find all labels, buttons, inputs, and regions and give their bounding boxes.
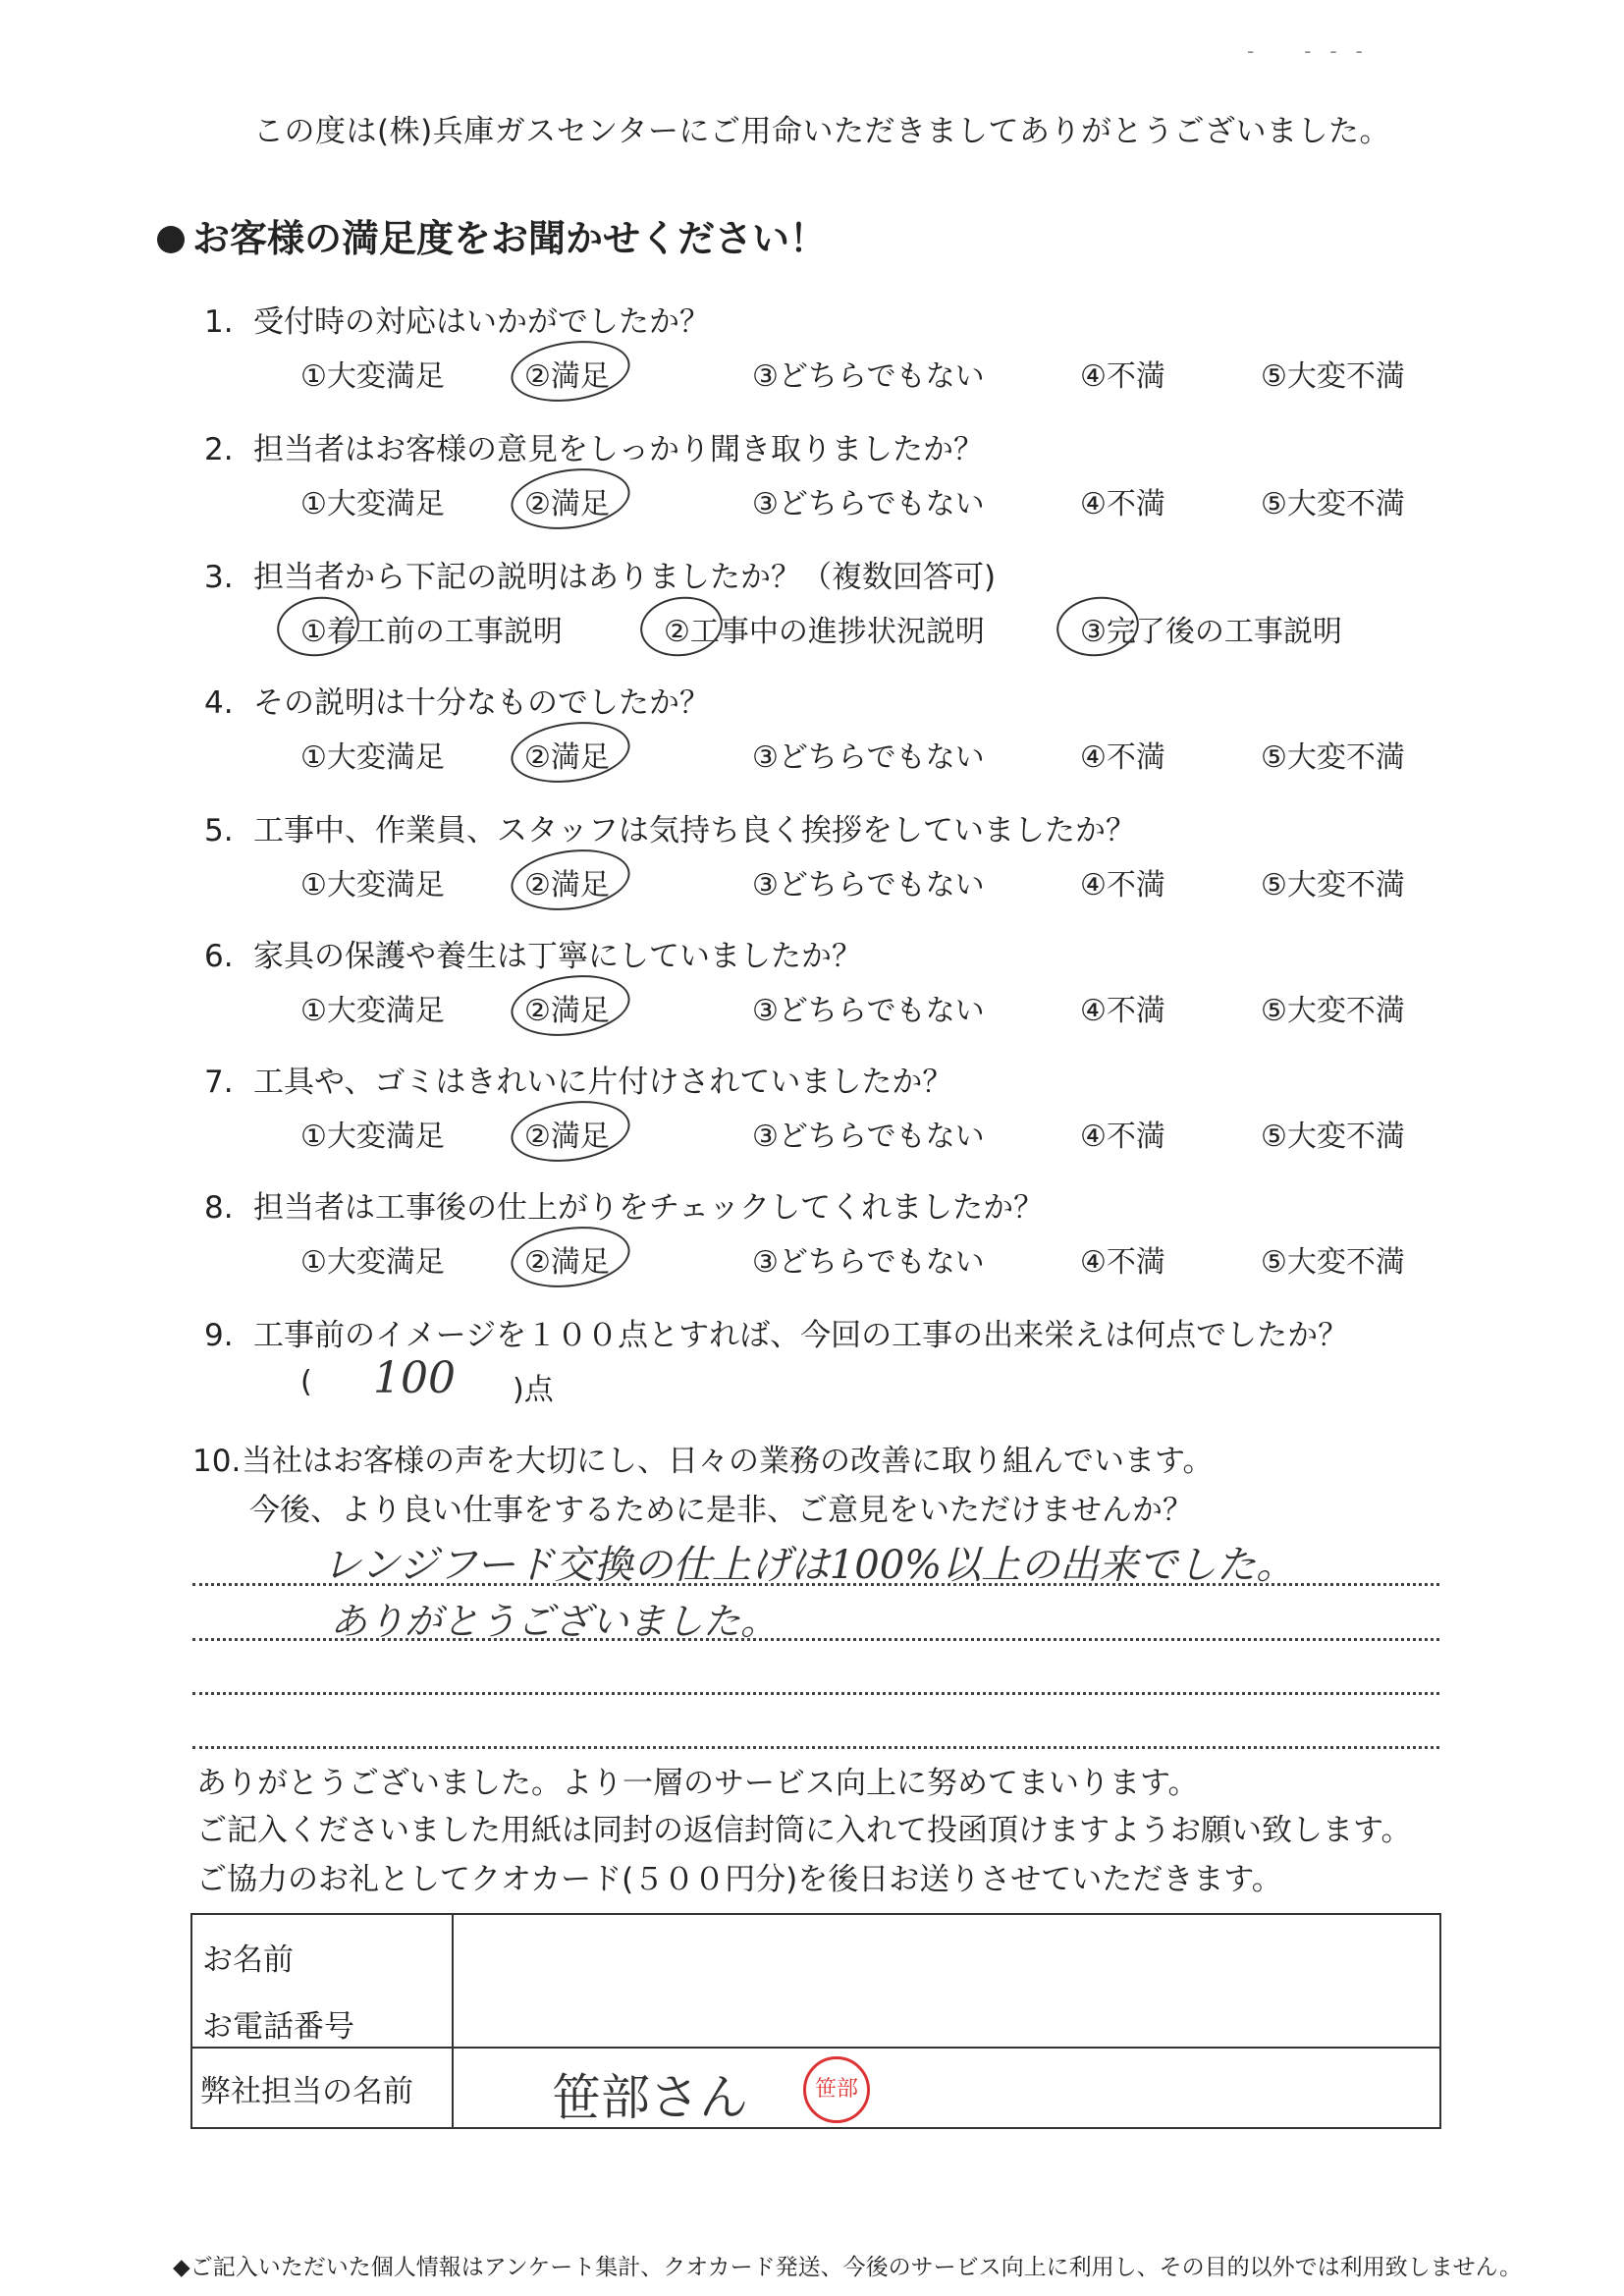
closing-line-2: ご記入くださいました用紙は同封の返信封筒に入れて投函頂けますようお願い致します。	[196, 1813, 1412, 1848]
question-8	[204, 1182, 1044, 1227]
q7-option-4[interactable]: ④不満	[1080, 1120, 1165, 1154]
q6-selection-circle	[507, 968, 633, 1043]
q9-score-close: )点	[513, 1373, 554, 1407]
question-2	[204, 424, 984, 468]
q4-selection-circle	[507, 715, 633, 790]
question-number: 4.	[204, 685, 234, 721]
q8-option-5[interactable]: ⑤大変不満	[1261, 1245, 1405, 1280]
question-text: 担当者は工事後の仕上がりをチェックしてくれましたか？	[253, 1190, 1045, 1226]
q8-option-1[interactable]: ①大変満足	[300, 1245, 445, 1280]
privacy-footnote: ◆ご記入いただいた個人情報はアンケート集計、クオカード発送、今後のサービス向上に利用し、その目的以外では利用致しません。	[173, 2255, 1522, 2280]
seal-text: 笹部	[814, 2077, 858, 2102]
question-number: 6.	[204, 939, 234, 974]
q4-option-3[interactable]: ③どちらでもない	[752, 740, 985, 775]
q1-option-2[interactable]: ②満足	[524, 359, 610, 394]
question-text: 担当者から下記の説明はありましたか？（複数回答可)	[253, 560, 997, 595]
question-text: 当社はお客様の声を大切にし、日々の業務の改善に取り組んでいます。	[242, 1444, 1214, 1479]
question-number: 10.	[192, 1444, 242, 1479]
q8-option-2[interactable]: ②満足	[524, 1245, 610, 1280]
q6-option-3[interactable]: ③どちらでもない	[752, 994, 985, 1028]
question-text: 家具の保護や養生は丁寧にしていましたか？	[253, 939, 862, 974]
section-heading	[157, 208, 827, 262]
q9-score-handwritten[interactable]: 100	[373, 1353, 456, 1403]
question-number: 2.	[204, 432, 234, 467]
q9-score-open: (	[300, 1365, 312, 1399]
q7-selection-circle	[507, 1094, 633, 1169]
closing-line-1: ありがとうございました。より一層のサービス向上に努めてまいります。	[196, 1766, 1199, 1801]
staff-seal-stamp	[803, 2056, 870, 2123]
q2-option-5[interactable]: ⑤大変不満	[1261, 487, 1405, 521]
q8-option-3[interactable]: ③どちらでもない	[752, 1245, 985, 1280]
question-number: 7.	[204, 1065, 234, 1100]
heading-text: お客様の満足度をお聞かせください！	[192, 217, 828, 260]
q3-option-2[interactable]: ②工事中の進捗状況説明	[664, 615, 985, 649]
q8-selection-circle	[507, 1220, 633, 1294]
question-text: 受付時の対応はいかがでしたか？	[253, 304, 710, 340]
question-text: 工事中、作業員、スタッフは気持ち良く挨拶をしていましたか？	[253, 813, 1136, 848]
question-10	[192, 1436, 1214, 1480]
question-5	[204, 805, 1136, 849]
q3-selection-circle-3	[1053, 591, 1143, 661]
question-number: 5.	[204, 813, 234, 848]
q4-option-2[interactable]: ②満足	[524, 740, 610, 775]
q6-option-4[interactable]: ④不満	[1080, 994, 1165, 1028]
q7-option-2[interactable]: ②満足	[524, 1120, 610, 1154]
q5-option-4[interactable]: ④不満	[1080, 868, 1165, 902]
comment-handwritten-1: レンジフード交換の仕上げは100%以上の出来でした。	[322, 1543, 1296, 1588]
staff-handwritten-name: 笹部さん	[552, 2069, 748, 2126]
question-4	[204, 678, 710, 722]
q2-option-1[interactable]: ①大変満足	[300, 487, 445, 521]
q3-option-1[interactable]: ①着工前の工事説明	[300, 615, 563, 649]
q2-option-4[interactable]: ④不満	[1080, 487, 1165, 521]
comment-line-3	[192, 1692, 1439, 1695]
q1-option-1[interactable]: ①大変満足	[300, 359, 445, 394]
question-1	[204, 297, 710, 341]
question-text: 工具や、ゴミはきれいに片付けされていましたか？	[253, 1065, 953, 1100]
comment-handwritten-2: ありがとうございました。	[330, 1600, 779, 1643]
q5-option-5[interactable]: ⑤大変不満	[1261, 868, 1405, 902]
question-6	[204, 931, 862, 975]
q6-option-1[interactable]: ①大変満足	[300, 994, 445, 1028]
scan-marks: - - - -	[1247, 39, 1363, 63]
comment-line-4	[192, 1746, 1439, 1749]
question-text: その説明は十分なものでしたか？	[253, 685, 710, 721]
q3-selection-circle-1	[273, 591, 363, 661]
q4-option-5[interactable]: ⑤大変不満	[1261, 740, 1405, 775]
phone-label: お電話番号	[202, 2009, 354, 2045]
q3-selection-circle-2	[636, 591, 727, 661]
q4-option-1[interactable]: ①大変満足	[300, 740, 445, 775]
q1-option-5[interactable]: ⑤大変不満	[1261, 359, 1405, 394]
q2-option-2[interactable]: ②満足	[524, 487, 610, 521]
q1-option-4[interactable]: ④不満	[1080, 359, 1165, 394]
name-label: お名前	[202, 1942, 294, 1978]
q3-option-3[interactable]: ③完了後の工事説明	[1080, 615, 1342, 649]
question-7	[204, 1057, 952, 1101]
q5-option-3[interactable]: ③どちらでもない	[752, 868, 985, 902]
closing-line-3: ご協力のお礼としてクオカード(５００円分)を後日お送りさせていただきます。	[196, 1862, 1282, 1897]
q8-option-4[interactable]: ④不満	[1080, 1245, 1165, 1280]
q5-option-2[interactable]: ②満足	[524, 868, 610, 902]
q7-option-1[interactable]: ①大変満足	[300, 1120, 445, 1154]
question-9	[204, 1310, 1348, 1354]
staff-label: 弊社担当の名前	[191, 2048, 453, 2128]
q2-option-3[interactable]: ③どちらでもない	[752, 487, 985, 521]
q6-option-5[interactable]: ⑤大変不満	[1261, 994, 1405, 1028]
name-phone-value-cell[interactable]	[453, 1914, 1440, 2048]
q7-option-5[interactable]: ⑤大変不満	[1261, 1120, 1405, 1154]
q1-option-3[interactable]: ③どちらでもない	[752, 359, 985, 394]
bullet-icon	[157, 226, 185, 253]
q4-option-4[interactable]: ④不満	[1080, 740, 1165, 775]
q5-option-1[interactable]: ①大変満足	[300, 868, 445, 902]
question-text: 工事前のイメージを１００点とすれば、今回の工事の出来栄えは何点でしたか？	[253, 1318, 1349, 1353]
question-text: 担当者はお客様の意見をしっかり聞き取りましたか？	[253, 432, 984, 467]
question-number: 9.	[204, 1318, 234, 1353]
name-phone-label-cell	[191, 1914, 453, 2048]
intro-text: この度は(株)兵庫ガスセンターにご用命いただきましてありがとうございました。	[253, 114, 1390, 149]
q7-option-3[interactable]: ③どちらでもない	[752, 1120, 985, 1154]
staff-value-cell[interactable]	[453, 2048, 1440, 2128]
q5-selection-circle	[507, 843, 633, 917]
q1-selection-circle	[507, 334, 633, 409]
q6-option-2[interactable]: ②満足	[524, 994, 610, 1028]
q2-selection-circle	[507, 462, 633, 536]
question-number: 1.	[204, 304, 234, 340]
question-3	[204, 552, 996, 596]
q10-text-line-2: 今後、より良い仕事をするために是非、ご意見をいただけませんか？	[249, 1493, 1193, 1528]
question-number: 8.	[204, 1190, 234, 1226]
question-number: 3.	[204, 560, 234, 595]
